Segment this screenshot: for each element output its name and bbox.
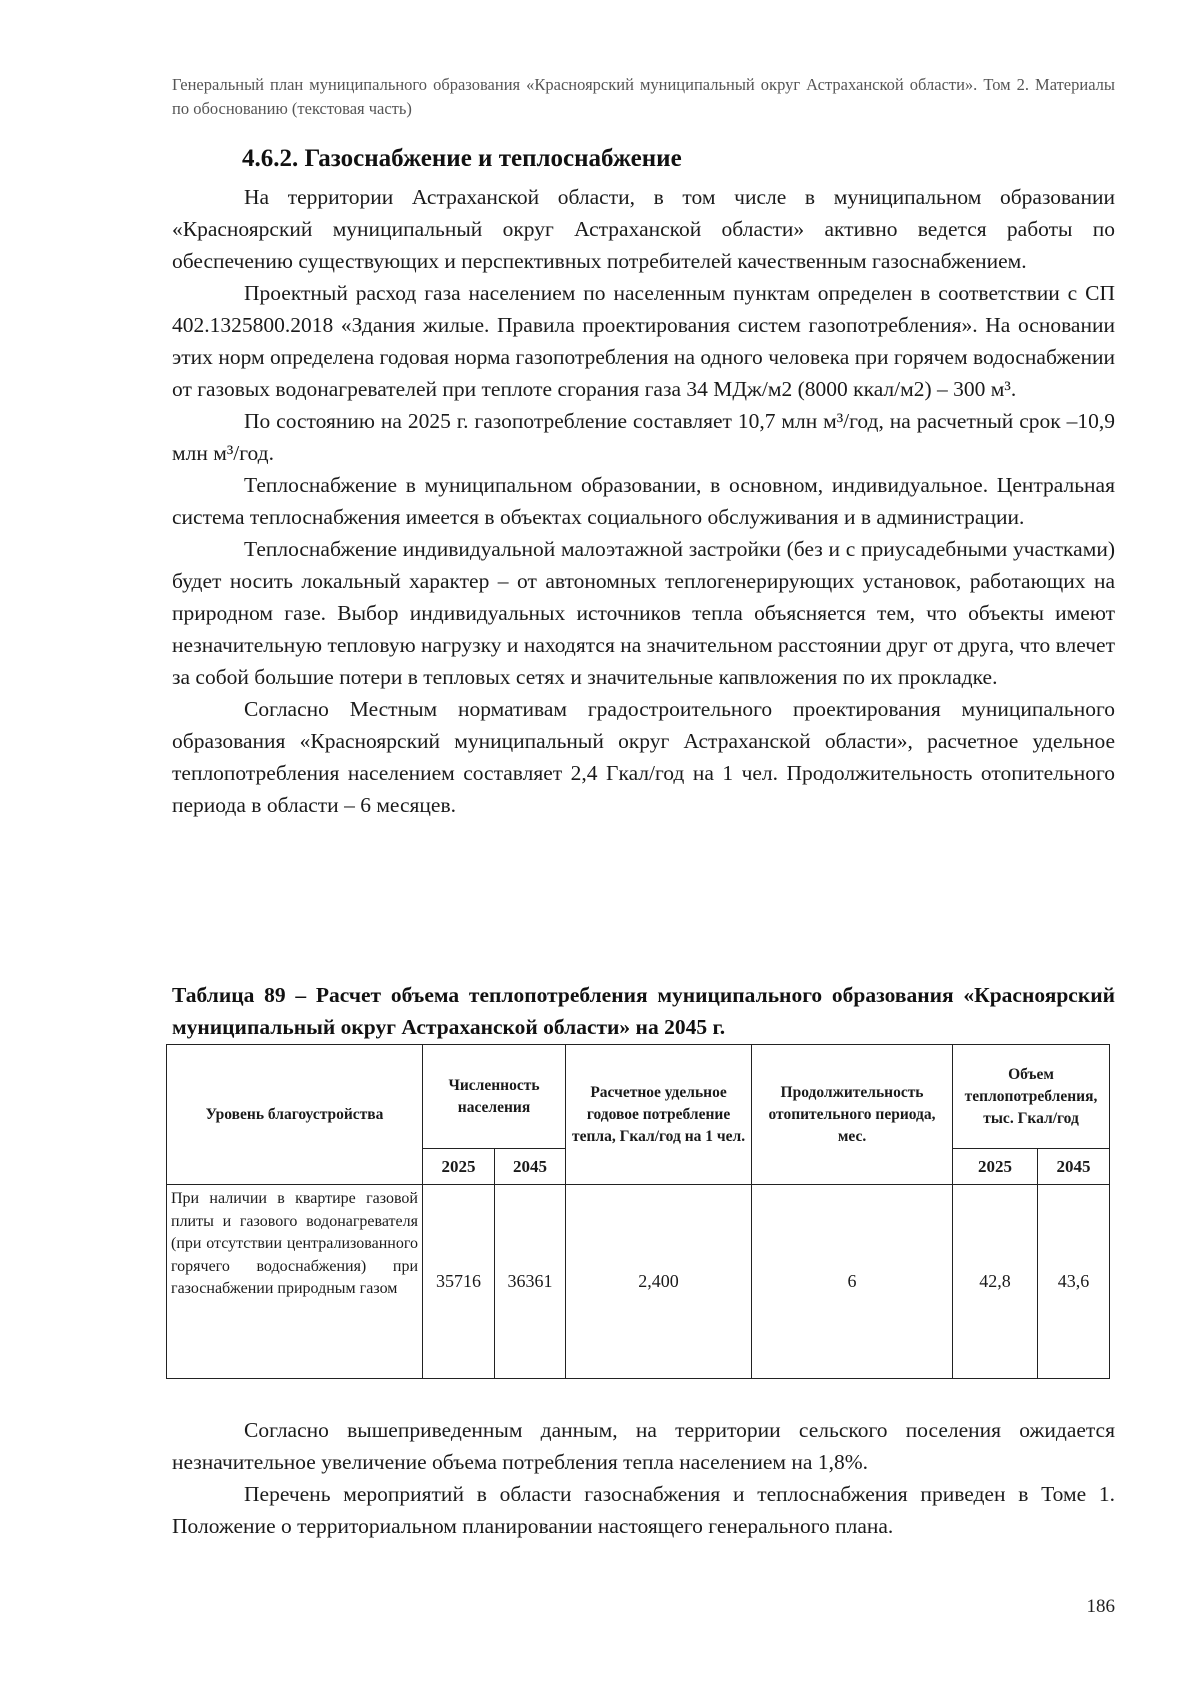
cell-specific-consumption: 2,400 — [566, 1185, 752, 1379]
header-level: Уровень благоустройства — [167, 1045, 423, 1185]
paragraph: Перечень мероприятий в области газоснабжения и теплоснабжения приведен в Томе 1. Положение о территориальном планировании настоящего генерального плана. — [172, 1482, 1115, 1538]
page-number: 186 — [1086, 1596, 1115, 1617]
paragraph: Теплоснабжение в муниципальном образовании, в основном, индивидуальное. Центральная система теплоснабжения имеется в объектах социального обслуживания и в администрации. — [172, 473, 1115, 529]
header-population-2025: 2025 — [423, 1149, 495, 1185]
table-header-row — [167, 1045, 1110, 1149]
header-volume-2025: 2025 — [953, 1149, 1038, 1185]
table-caption: Таблица 89 – Расчет объема теплопотребления муниципального образования «Красноярский муниципальный округ Астраханской области» на 2045 г. — [172, 983, 1115, 1039]
cell-population-2045: 36361 — [495, 1185, 566, 1379]
cell-volume-2045: 43,6 — [1038, 1185, 1110, 1379]
header-heating-duration: Продолжительность отопительного периода, мес. — [752, 1045, 953, 1185]
header-volume-2045: 2045 — [1038, 1149, 1110, 1185]
header-population: Численность населения — [423, 1045, 566, 1149]
cell-heating-duration: 6 — [752, 1185, 953, 1379]
header-population-2045: 2045 — [495, 1149, 566, 1185]
header-consumption-volume: Объем теплопотребления, тыс. Гкал/год — [953, 1045, 1110, 1149]
paragraph: Согласно Местным нормативам градостроительного проектирования муниципального образования «Красноярский муниципальный округ Астраханской области», расчетное удельное теплопотребления населением составляет 2,4 Гкал/год на 1 чел. Продолжительность отопительного периода в области – 6 месяцев. — [172, 697, 1115, 817]
section-title: 4.6.2. Газоснабжение и теплоснабжение — [242, 145, 682, 172]
paragraph: По состоянию на 2025 г. газопотребление составляет 10,7 млн м³/год, на расчетный срок –10,9 млн м³/год. — [172, 409, 1115, 465]
paragraph: Согласно вышеприведенным данным, на территории сельского поселения ожидается незначительное увеличение объема потребления тепла населением на 1,8%. — [172, 1418, 1115, 1474]
section-body — [172, 181, 1115, 821]
running-header: Генеральный план муниципального образования «Красноярский муниципальный округ Астраханской области». Том 2. Материалы по обоснованию (текстовая часть) — [172, 75, 1115, 118]
heat-consumption-table — [166, 1044, 1110, 1379]
table-row — [167, 1185, 1110, 1379]
header-specific-consumption: Расчетное удельное годовое потребление тепла, Гкал/год на 1 чел. — [566, 1045, 752, 1185]
paragraph: Теплоснабжение индивидуальной малоэтажной застройки (без и с приусадебными участками) будет носить локальный характер – от автономных теплогенерирующих установок, работающих на природном газе. Выбор индивидуальных источников тепла объясняется тем, что объекты имеют незначительную тепловую нагрузку и находятся на значительном расстоянии друг от друга, что влечет за собой большие потери в тепловых сетях и значительные капвложения по их прокладке. — [172, 537, 1115, 689]
cell-volume-2025: 42,8 — [953, 1185, 1038, 1379]
paragraph: На территории Астраханской области, в том числе в муниципальном образовании «Красноярский муниципальный округ Астраханской области» активно ведется работы по обеспечению существующих и перспективных потребителей качественным газоснабжением. — [172, 185, 1115, 273]
cell-level: При наличии в квартире газовой плиты и газового водонагревателя (при отсутствии централизованного горячего водоснабжения) при газоснабжении природным газом — [167, 1185, 423, 1379]
cell-population-2025: 35716 — [423, 1185, 495, 1379]
paragraph: Проектный расход газа населением по населенным пунктам определен в соответствии с СП 402.1325800.2018 «Здания жилые. Правила проектирования систем газопотребления». На основании этих норм определена годовая норма газопотребления на одного человека при горячем водоснабжении от газовых водонагревателей при теплоте сгорания газа 34 МДж/м2 (8000 ккал/м2) – 300 м³. — [172, 281, 1115, 401]
conclusion-text — [172, 1414, 1115, 1542]
